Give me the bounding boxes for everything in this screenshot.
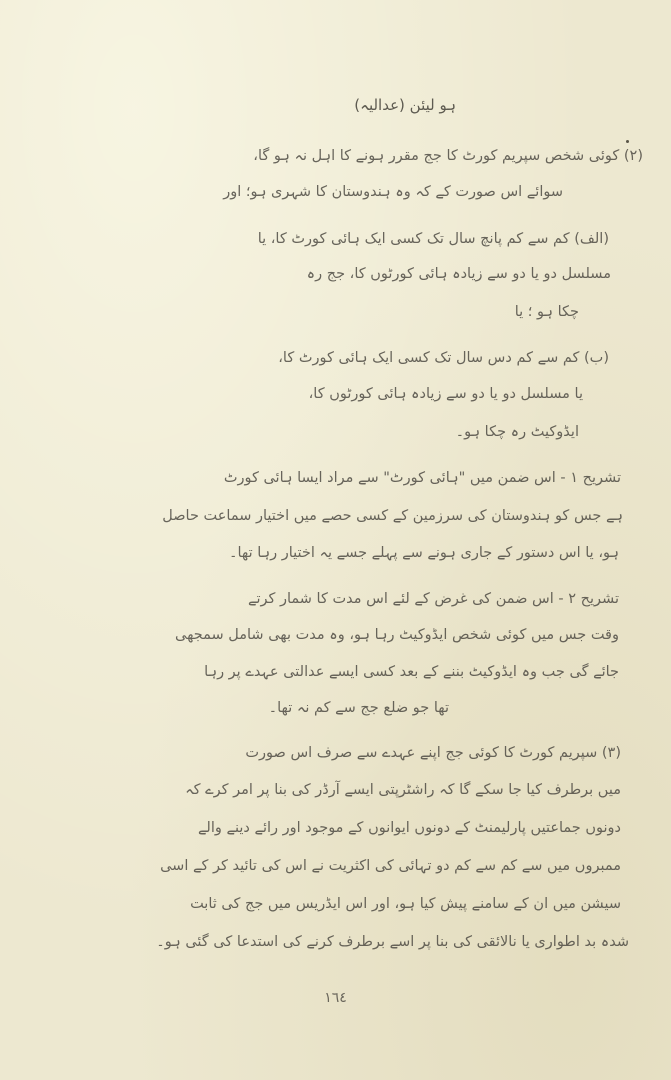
- text-line: (۳) سپریم کورٹ کا کوئی جج اپنے عہدے سے صرف اس صورت: [245, 745, 621, 761]
- text-line: دونوں جماعتیں پارلیمنٹ کے دونوں ایوانوں کے موجود اور رائے دینے والے: [197, 820, 621, 836]
- text-line: تشریح ۱ - اس ضمن میں "ہائی کورٹ" سے مراد ایسا ہائی کورٹ: [223, 470, 621, 486]
- text-line: (۲) کوئی شخص سپریم کورٹ کا جج مقرر ہونے کا اہل نہ ہو گا،: [253, 148, 643, 164]
- text-line: (الف) کم سے کم پانچ سال تک کسی ایک ہائی کورٹ کا، یا: [257, 231, 609, 247]
- text-line: ممبروں میں سے کم سے کم دو تہائی کی اکثریت نے اس کی تائید کر کے اسی: [160, 858, 621, 874]
- text-line: جائے گی جب وہ ایڈوکیٹ بننے کے بعد کسی ایسے عدالتی عہدے پر رہا: [204, 664, 619, 680]
- text-line: ایڈوکیٹ رہ چکا ہو۔: [455, 424, 579, 440]
- text-line: میں برطرف کیا جا سکے گا کہ راشٹرپتی ایسے آرڈر کی بنا پر امر کرے کہ: [185, 782, 621, 798]
- text-line: تھا جو ضلع جج سے کم نہ تھا۔: [268, 700, 449, 716]
- text-line: سوائے اس صورت کے کہ وہ ہندوستان کا شہری ہو؛ اور: [223, 184, 563, 200]
- text-line: (ب) کم سے کم دس سال تک کسی ایک ہائی کورٹ کا،: [278, 350, 609, 366]
- text-line: یا مسلسل دو یا دو سے زیادہ ہائی کورٹوں کا،: [308, 386, 583, 402]
- page-number: ١٦٤: [324, 990, 347, 1006]
- text-line: تشریح ۲ - اس ضمن کی غرض کے لئے اس مدت کا شمار کرتے: [247, 591, 619, 607]
- page-header: ہو لیئن (عدالیہ): [354, 96, 456, 114]
- text-line: مسلسل دو یا دو سے زیادہ ہائی کورٹوں کا، جج رہ: [306, 266, 611, 282]
- text-line: وقت جس میں کوئی شخص ایڈوکیٹ رہا ہو، وہ مدت بھی شامل سمجھی: [175, 627, 619, 643]
- text-line: سیشن میں ان کے سامنے پیش کیا ہو، اور اس ایڈریس میں جج کی ثابت: [190, 896, 621, 912]
- text-line: ہے جس کو ہندوستان کی سرزمین کے کسی حصے میں اختیار سماعت حاصل: [162, 508, 623, 524]
- text-line: شدہ بد اطواری یا نالائقی کی بنا پر اسے برطرف کرنے کی استدعا کی گئی ہو۔: [156, 934, 629, 950]
- text-line: چکا ہو ؛ یا: [514, 304, 579, 320]
- ink-speck: [626, 140, 629, 143]
- text-line: ہو، یا اس دستور کے جاری ہونے سے پہلے جسے یہ اختیار رہا تھا۔: [228, 545, 619, 561]
